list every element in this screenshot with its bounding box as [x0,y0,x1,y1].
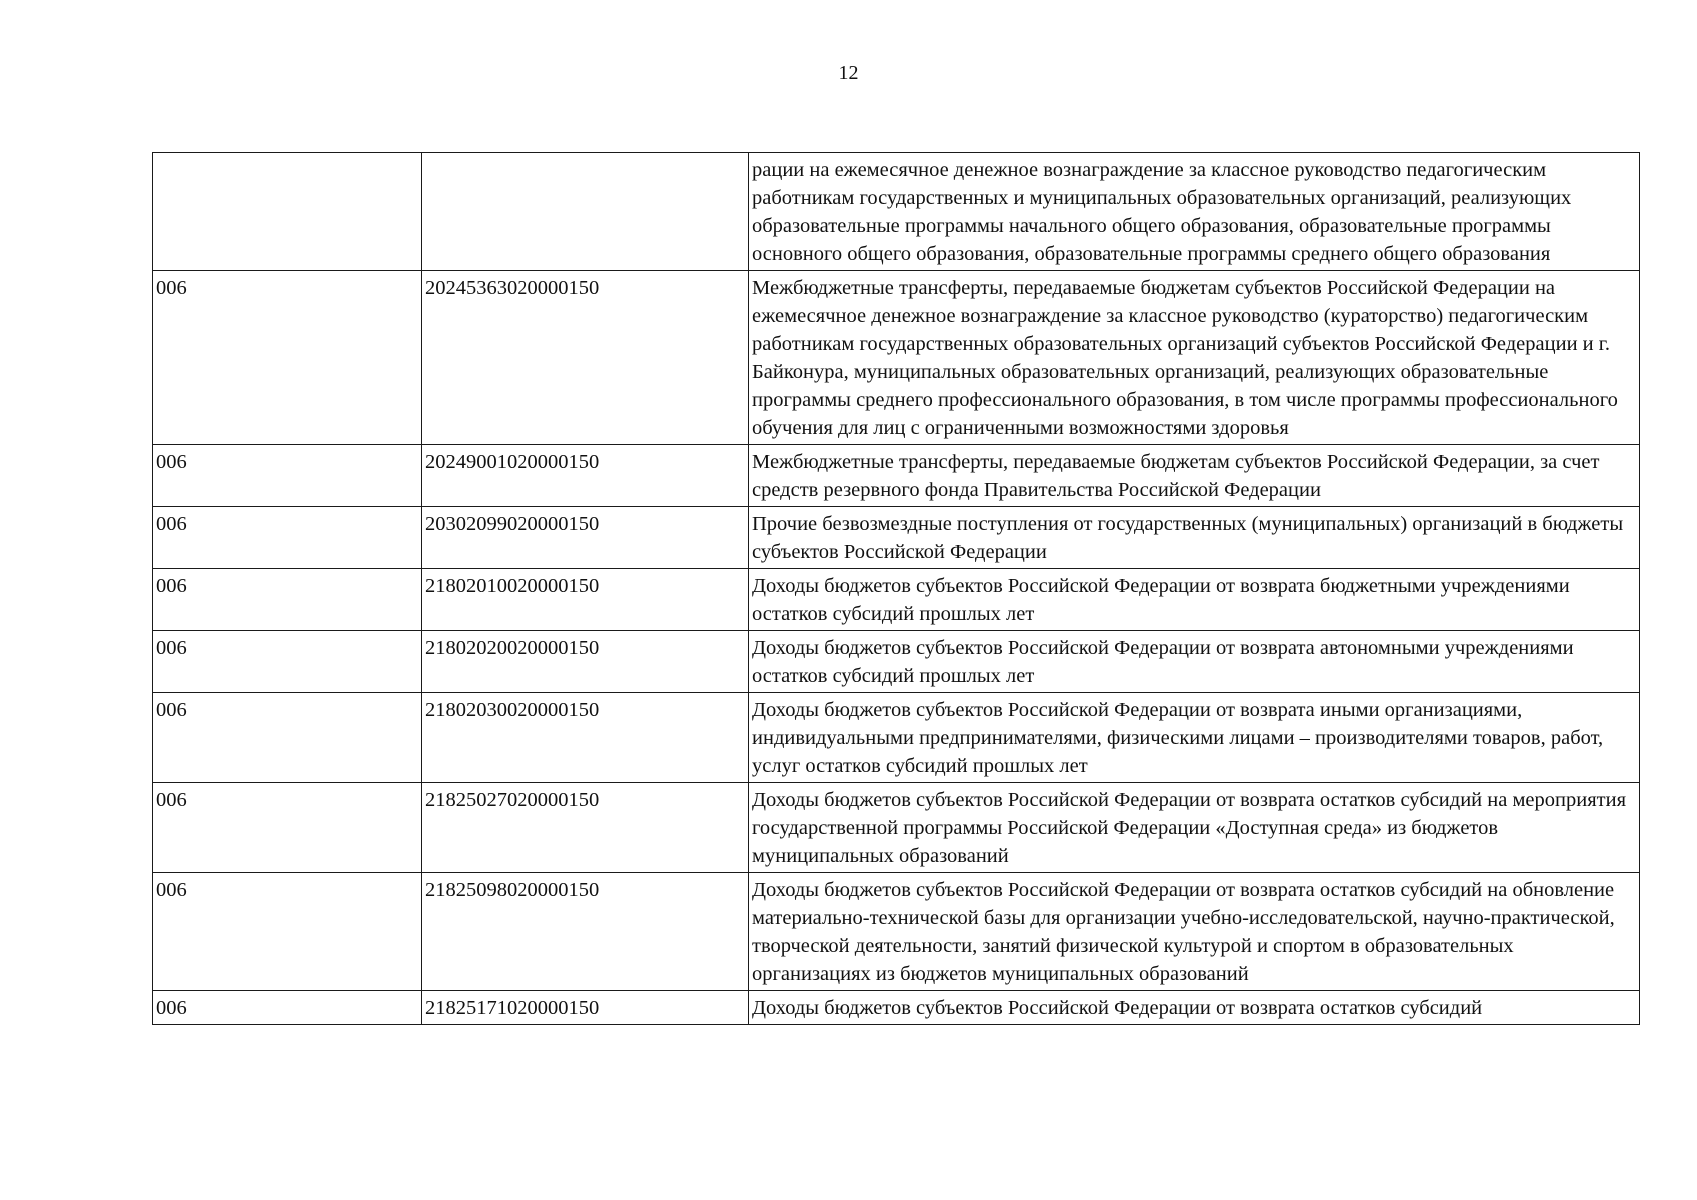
income-code-cell: 20302099020000150 [422,507,749,569]
table-row [153,631,1640,693]
description-cell: Доходы бюджетов субъектов Российской Федерации от возврата иными организациями, индивидуальными предпринимателями, физическими лицами – производителями товаров, работ, услуг остатков субсидий прошлых лет [749,693,1640,783]
admin-code-cell: 006 [153,991,422,1025]
table-row [153,569,1640,631]
admin-code-cell: 006 [153,693,422,783]
table-row [153,507,1640,569]
income-code-cell: 20249001020000150 [422,445,749,507]
table-row [153,271,1640,445]
admin-code-cell: 006 [153,445,422,507]
income-code-cell: 21825098020000150 [422,873,749,991]
income-code-cell: 21802020020000150 [422,631,749,693]
table-row [153,445,1640,507]
admin-code-cell: 006 [153,507,422,569]
admin-code-cell: 006 [153,271,422,445]
description-cell: Доходы бюджетов субъектов Российской Федерации от возврата остатков субсидий на мероприятия государственной программы Российской Федерации «Доступная среда» из бюджетов муниципальных образований [749,783,1640,873]
table-row [153,991,1640,1025]
admin-code-cell: 006 [153,631,422,693]
description-cell: Доходы бюджетов субъектов Российской Федерации от возврата остатков субсидий на обновление материально-технической базы для организации учебно-исследовательской, научно-практической, творческой деятельности, занятий физической культурой и спортом в образовательных организациях из бюджетов муниципальных образований [749,873,1640,991]
description-cell: рации на ежемесячное денежное вознаграждение за классное руководство педагогическим работникам государственных и муниципальных образовательных организаций, реализующих образовательные программы начального общего образования, образовательные программы основного общего образования, образовательные программы среднего общего образования [749,153,1640,271]
table-row [153,873,1640,991]
income-code-cell: 21802030020000150 [422,693,749,783]
income-code-cell: 21825171020000150 [422,991,749,1025]
income-code-cell [422,153,749,271]
admin-code-cell [153,153,422,271]
description-cell: Доходы бюджетов субъектов Российской Федерации от возврата бюджетными учреждениями остатков субсидий прошлых лет [749,569,1640,631]
income-code-cell: 21825027020000150 [422,783,749,873]
table-row [153,153,1640,271]
income-code-cell: 20245363020000150 [422,271,749,445]
admin-code-cell: 006 [153,873,422,991]
description-cell: Прочие безвозмездные поступления от государственных (муниципальных) организаций в бюджеты субъектов Российской Федерации [749,507,1640,569]
table-row [153,783,1640,873]
page-number: 12 [838,62,859,84]
admin-code-cell: 006 [153,783,422,873]
description-cell: Межбюджетные трансферты, передаваемые бюджетам субъектов Российской Федерации, за счет средств резервного фонда Правительства Российской Федерации [749,445,1640,507]
income-code-cell: 21802010020000150 [422,569,749,631]
admin-code-cell: 006 [153,569,422,631]
description-cell: Доходы бюджетов субъектов Российской Федерации от возврата автономными учреждениями остатков субсидий прошлых лет [749,631,1640,693]
description-cell: Межбюджетные трансферты, передаваемые бюджетам субъектов Российской Федерации на ежемесячное денежное вознаграждение за классное руководство (кураторство) педагогическим работникам государственных образовательных организаций субъектов Российской Федерации и г. Байконура, муниципальных образовательных организаций, реализующих образовательные программы среднего профессионального образования, в том числе программы профессионального обучения для лиц с ограниченными возможностями здоровья [749,271,1640,445]
table-row [153,693,1640,783]
budget-income-table [152,152,1640,1025]
description-cell: Доходы бюджетов субъектов Российской Федерации от возврата остатков субсидий [749,991,1640,1025]
